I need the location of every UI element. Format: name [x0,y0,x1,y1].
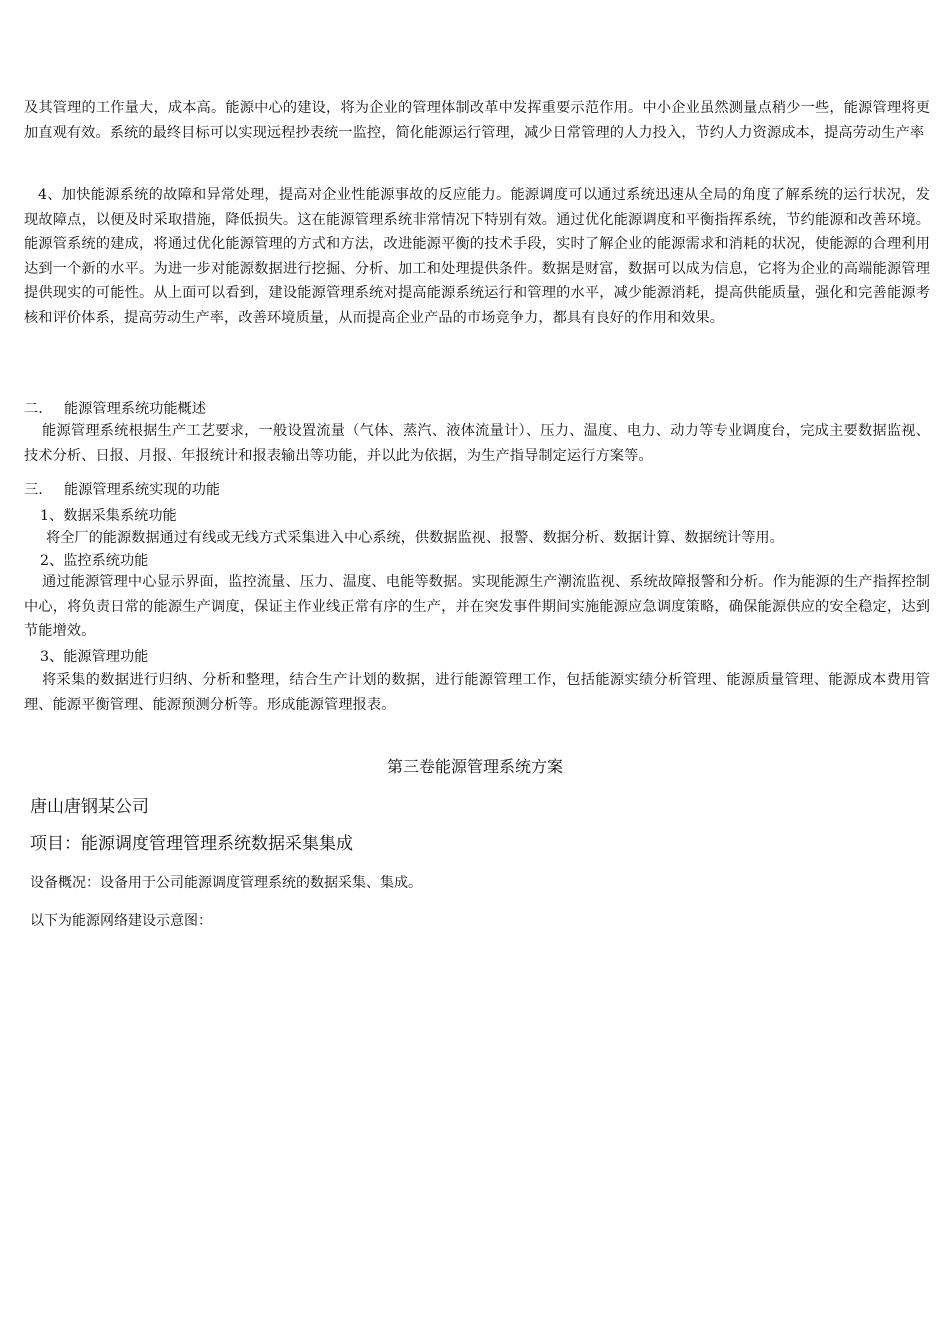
subsection-2-body: 通过能源管理中心显示界面，监控流量、压力、温度、电能等数据。实现能源生产潮流监视、系统故障报警和分析。作为能源的生产指挥控制中心，将负责日常的能源生产调度，保证主作业线正常有序的生产，并在突发事件期间实施能源应急调度策略，确保能源供应的安全稳定，达到节能增效。 [24,574,930,640]
subsection-3-heading: 3、能源管理功能 [40,649,149,665]
equipment-overview: 设备概况：设备用于公司能源调度管理系统的数据采集、集成。 [30,875,422,891]
subsection-1-heading: 1、数据采集系统功能 [40,508,177,524]
section-2-number: 二. [24,401,43,417]
subsection-3-body: 将采集的数据进行归纳、分析和整理，结合生产计划的数据，进行能源管理工作，包括能源实绩分析管理、能源质量管理、能源成本费用管理、能源平衡管理、能源预测分析等。形成能源管理报表。 [24,672,930,713]
intro-paragraph-2: 4、加快能源系统的故障和异常处理，提高对企业性能源事故的反应能力。能源调度可以通过系统迅速从全局的角度了解系统的运行状况，发现故障点，以便及时采取措施，降低损失。这在能源管理系统非常情况下特别有效。通过优化能源调度和平衡指挥系统，节约能源和改善环境。能源管系统的建成，将通过优化能源管理的方式和方法，改进能源平衡的技术手段，实时了解企业的能源需求和消耗的状况，使能源的合理利用达到一个新的水平。为进一步对能源数据进行挖掘、分析、加工和处理提供条件。数据是财富，数据可以成为信息，它将为企业的高端能源管理提供现实的可能性。从上面可以看到，建设能源管理系统对提高能源系统运行和管理的水平，减少能源消耗，提高供能质量，强化和完善能源考核和评价体系，提高劳动生产率，改善环境质量，从而提高企业产品的市场竞争力，都具有良好的作用和效果。 [24,187,930,326]
section-2-body: 能源管理系统根据生产工艺要求，一般设置流量（气体、蒸汽、液体流量计）、压力、温度、电力、动力等专业调度台，完成主要数据监视、技术分析、日报、月报、年报统计和报表输出等功能，并以此为依据，为生产指导制定运行方案等。 [24,423,930,464]
intro-paragraph-1: 及其管理的工作量大，成本高。能源中心的建设，将为企业的管理体制改革中发挥重要示范作用。中小企业虽然测量点稍少一些，能源管理将更加直观有效。系统的最终目标可以实现远程抄表统一监控，简化能源运行管理，减少日常管理的人力投入，节约人力资源成本，提高劳动生产率 [24,100,930,141]
subsection-2-heading: 2、监控系统功能 [40,553,149,569]
volume-title: 第三卷能源管理系统方案 [386,757,563,776]
section-3-number: 三. [24,482,43,498]
project-title: 项目：能源调度管理管理系统数据采集集成 [30,834,353,854]
section-2-heading [24,399,206,419]
section-3-title: 能源管理系统实现的功能 [64,482,221,498]
diagram-intro: 以下为能源网络建设示意图： [30,913,212,929]
subsection-1-body: 将全厂的能源数据通过有线或无线方式采集进入中心系统，供数据监视、报警、数据分析、数据计算、数据统计等用。 [46,530,784,546]
company-name: 唐山唐钢某公司 [30,797,149,817]
section-2-title: 能源管理系统功能概述 [64,401,206,417]
section-3-heading [24,480,220,500]
